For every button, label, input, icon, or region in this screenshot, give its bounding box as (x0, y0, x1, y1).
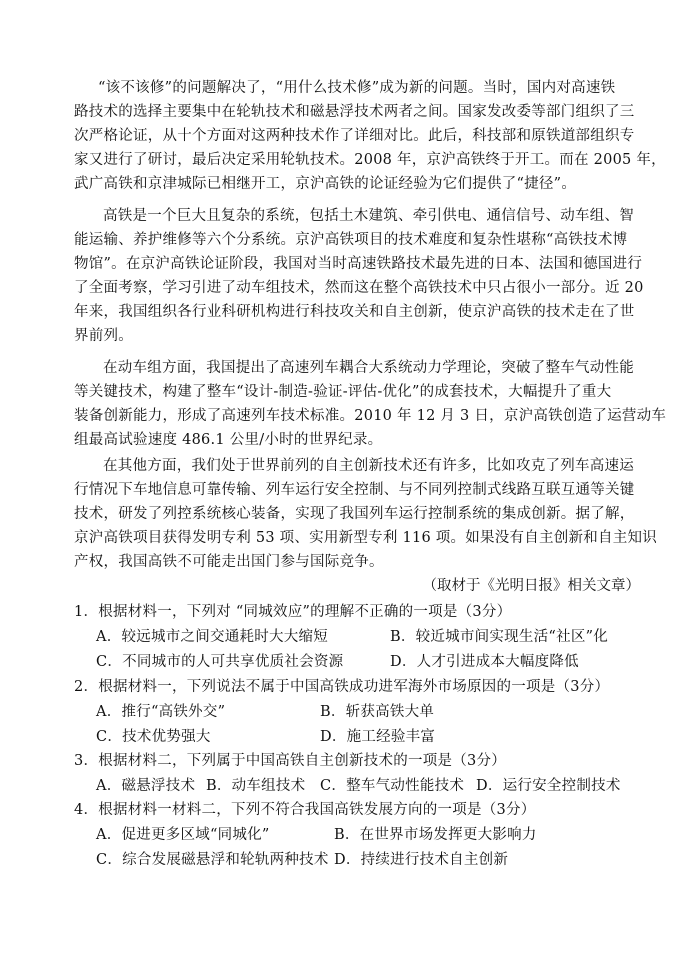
text-line: 技术，研发了列控系统核心装备，实现了我国列车运行控制系统的集成创新。据了解， (74, 506, 635, 522)
text-line: 物馆”。在京沪高铁论证阶段，我国对当时高速铁路技术最先进的日本、法国和德国进行 (74, 256, 643, 272)
text-line: 产权，我国高铁不可能走出国门参与国际竞争。 (74, 554, 384, 570)
text-line: 家又进行了研讨，最后决定采用轮轨技术。2008 年，京沪高铁终于开工。而在 2005 年， (74, 152, 666, 168)
text-line: “该不该修”的问题解决了，“用什么技术修”成为新的问题。当时，国内对高速铁 (98, 80, 616, 96)
text-line: 路技术的选择主要集中在轮轨技术和磁悬浮技术两者之间。国家发改委等部门组织了三 (74, 104, 635, 120)
text-line: 在其他方面，我们处于世界前列的自主创新技术还有许多，比如攻克了列车高速运 (103, 458, 634, 474)
option-a: A．推行“高铁外交” (96, 704, 226, 720)
text-line: 京沪高铁项目获得发明专利 53 项、实用新型专利 116 项。如果没有自主创新和自主知识 (74, 530, 658, 546)
option-d: D．持续进行技术自主创新 (334, 852, 509, 868)
text-line: 武广高铁和京津城际已相继开工，京沪高铁的论证经验为它们提供了“捷径”。 (74, 176, 577, 192)
text-line: 在动车组方面，我国提出了高速列车耦合大系统动力学理论，突破了整车气动性能 (103, 360, 634, 376)
option-d: D．施工经验丰富 (320, 729, 436, 745)
text-line: 装备创新能力，形成了高速列车技术标准。2010 年 12 月 3 日，京沪高铁创造了运营动车 (74, 408, 667, 424)
text-line: 行情况下车地信息可靠传输、列车运行安全控制、与不同列控制式线路互联互通等关键 (74, 482, 635, 498)
option-c: C．整车气动性能技术 (320, 778, 465, 794)
source-citation: （取材于《光明日报》相关文章） (422, 578, 640, 594)
question-stem: 4．根据材料一材料二，下列不符合我国高铁发展方向的一项是（3分） (74, 802, 536, 818)
option-c: C．综合发展磁悬浮和轮轨两种技术 (96, 852, 329, 868)
text-line: 年来，我国组织各行业科研机构进行科技攻关和自主创新，使京沪高铁的技术走在了世 (74, 304, 635, 320)
option-a: A．促进更多区域“同城化” (96, 827, 270, 843)
text-line: 高铁是一个巨大且复杂的系统，包括土木建筑、牵引供电、通信信号、动车组、智 (103, 208, 634, 224)
text-line: 了全面考察，学习引进了动车组技术，然而这在整个高铁技术中只占很小一部分。近 20 (74, 280, 644, 296)
question-stem: 2．根据材料一，下列说法不属于中国高铁成功进军海外市场原因的一项是（3分） (74, 679, 610, 695)
option-b: B．动车组技术 (206, 778, 306, 794)
option-a: A．较远城市之间交通耗时大大缩短 (96, 629, 328, 645)
option-d: D．运行安全控制技术 (476, 778, 621, 794)
option-c: C．技术优势强大 (96, 729, 211, 745)
question-stem: 1．根据材料一，下列对 “同城效应”的理解不正确的一项是（3分） (74, 604, 512, 620)
option-c: C．不同城市的人可共享优质社会资源 (96, 654, 344, 670)
text-line: 界前列。 (74, 328, 133, 344)
option-a: A．磁悬浮技术 (96, 778, 196, 794)
text-line: 等关键技术，构建了整车“设计-制造-验证-评估-优化”的成套技术，大幅提升了重大 (74, 384, 612, 400)
question-stem: 3．根据材料二，下列属于中国高铁自主创新技术的一项是（3分） (74, 753, 506, 769)
option-b: B．在世界市场发挥更大影响力 (334, 827, 537, 843)
text-line: 组最高试验速度 486.1 公里/小时的世界纪录。 (74, 432, 383, 448)
option-d: D．人才引进成本大幅度降低 (390, 654, 579, 670)
option-b: B．较近城市间实现生活“社区”化 (390, 629, 608, 645)
text-line: 次严格论证，从十个方面对这两种技术作了详细对比。此后，科技部和原铁道部组织专 (74, 128, 635, 144)
option-b: B．斩获高铁大单 (320, 704, 435, 720)
text-line: 能运输、养护维修等六个分系统。京沪高铁项目的技术难度和复杂性堪称“高铁技术博 (74, 232, 628, 248)
